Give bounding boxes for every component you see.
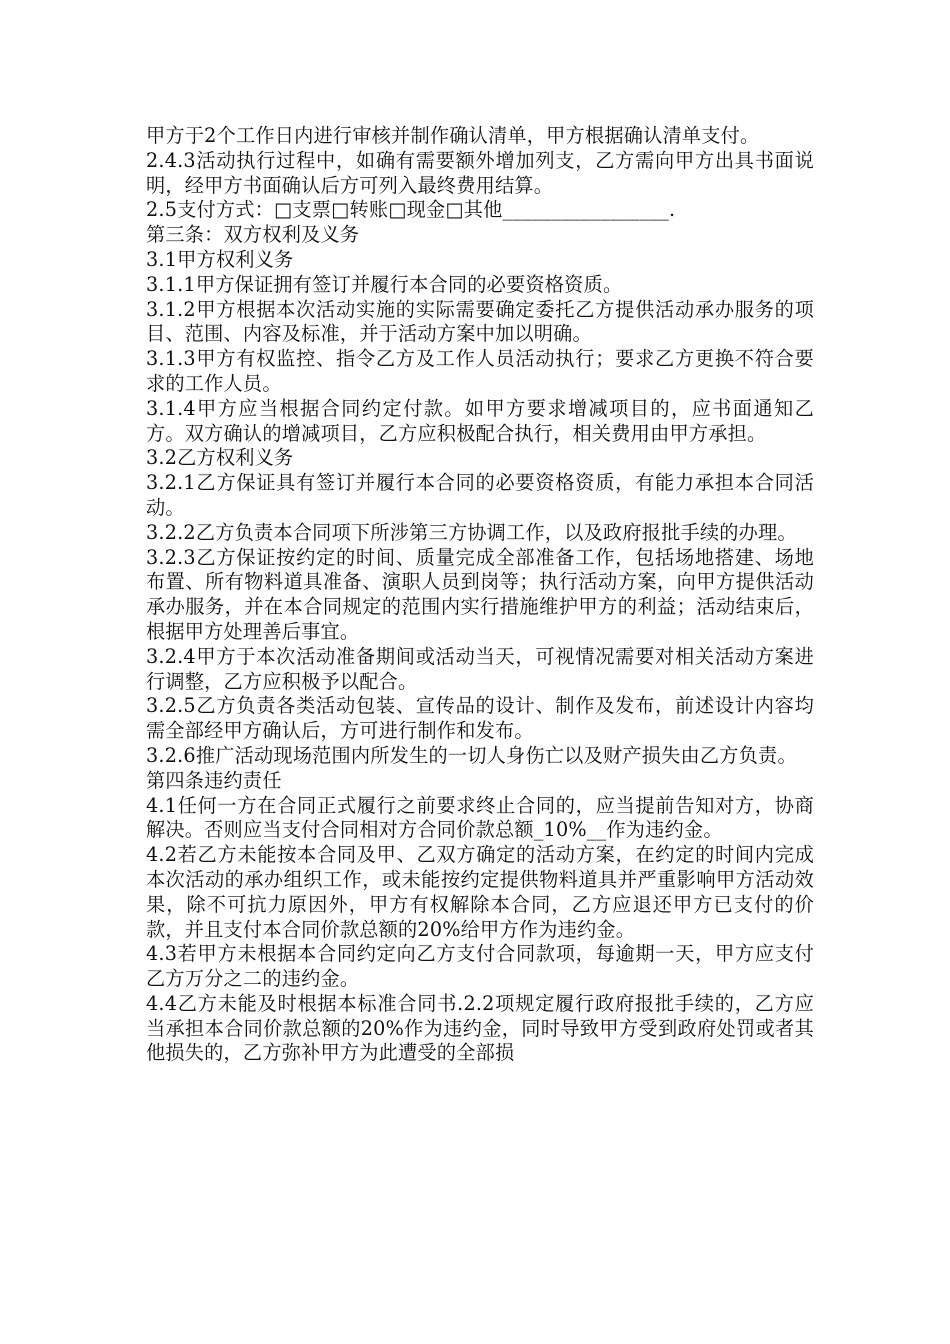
subsection-heading-3-2: 3.2乙方权利义务 xyxy=(146,446,294,470)
paragraph-3-1-1: 3.1.1甲方保证拥有签订并履行本合同的必要资格资质。 xyxy=(146,272,623,296)
paragraph-3-2-1: 3.2.1乙方保证具有签订并履行本合同的必要资格资质，有能力承担本合同活动。 xyxy=(146,471,814,519)
paragraph-3-2-6: 3.2.6推广活动现场范围内所发生的一切人身伤亡以及财产损失由乙方负责。 xyxy=(146,743,797,767)
paragraph-3-2-3: 3.2.3乙方保证按约定的时间、质量完成全部准备工作，包括场地搭建、场地布置、所有物料道具准备、演职人员到岗等；执行活动方案，向甲方提供活动承办服务，并在本合同规定的范围内实行措施维护甲方的利益；活动结束后，根据甲方处理善后事宜。 xyxy=(146,545,814,643)
paragraph-3-1-3: 3.1.3甲方有权监控、指令乙方及工作人员活动执行；要求乙方更换不符合要求的工作人员。 xyxy=(146,347,814,395)
paragraph-4-2: 4.2若乙方未能按本合同及甲、乙双方确定的活动方案，在约定的时间内完成本次活动的承办组织工作，或未能按约定提供物料道具并严重影响甲方活动效果，除不可抗力原因外，甲方有权解除本合同，乙方应退还甲方已支付的价款，并且支付本合同价款总额的20%给甲方作为违约金。 xyxy=(146,843,814,941)
paragraph-4-1: 4.1任何一方在合同正式履行之前要求终止合同的，应当提前告知对方，协商解决。否则应当支付合同相对方合同价款总额_10%__作为违约金。 xyxy=(146,793,814,842)
subsection-heading-3-1: 3.1甲方权利义务 xyxy=(146,247,294,271)
paragraph-2-5-payment-method: 2.5支付方式：□支票□转账□现金□其他_________________. xyxy=(146,198,676,222)
paragraph-3-1-4: 3.1.4甲方应当根据合同约定付款。如甲方要求增减项目的，应书面通知乙方。双方确认的增减项目，乙方应积极配合执行，相关费用由甲方承担。 xyxy=(146,396,814,445)
paragraph-2-4-3: 2.4.3活动执行过程中，如确有需要额外增加列支，乙方需向甲方出具书面说明，经甲方书面确认后方可列入最终费用结算。 xyxy=(146,148,814,197)
paragraph-3-2-5: 3.2.5乙方负责各类活动包装、宣传品的设计、制作及发布，前述设计内容均需全部经甲方确认后，方可进行制作和发布。 xyxy=(146,694,814,743)
paragraph-4-3: 4.3若甲方未根据本合同约定向乙方支付合同款项，每逾期一天，甲方应支付乙方万分之二的违约金。 xyxy=(146,942,814,991)
section-heading-article-4: 第四条违约责任 xyxy=(146,768,282,792)
paragraph-payment-confirmation: 甲方于2个工作日内进行审核并制作确认清单，甲方根据确认清单支付。 xyxy=(146,124,760,147)
paragraph-4-4: 4.4乙方未能及时根据本标准合同书.2.2项规定履行政府报批手续的，乙方应当承担本合同价款总额的20%作为违约金，同时导致甲方受到政府处罚或者其他损失的，乙方弥补甲方为此遭受的全部损 xyxy=(146,991,814,1065)
paragraph-3-2-4: 3.2.4甲方于本次活动准备期间或活动当天，可视情况需要对相关活动方案进行调整，乙方应积极予以配合。 xyxy=(146,644,814,693)
section-heading-article-3: 第三条：双方权利及义务 xyxy=(146,223,360,247)
paragraph-3-1-2: 3.1.2甲方根据本次活动实施的实际需要确定委托乙方提供活动承办服务的项目、范围、内容及标准，并于活动方案中加以明确。 xyxy=(146,297,814,346)
paragraph-3-2-2: 3.2.2乙方负责本合同项下所涉第三方协调工作，以及政府报批手续的办理。 xyxy=(146,520,797,544)
document-body xyxy=(146,124,814,1066)
